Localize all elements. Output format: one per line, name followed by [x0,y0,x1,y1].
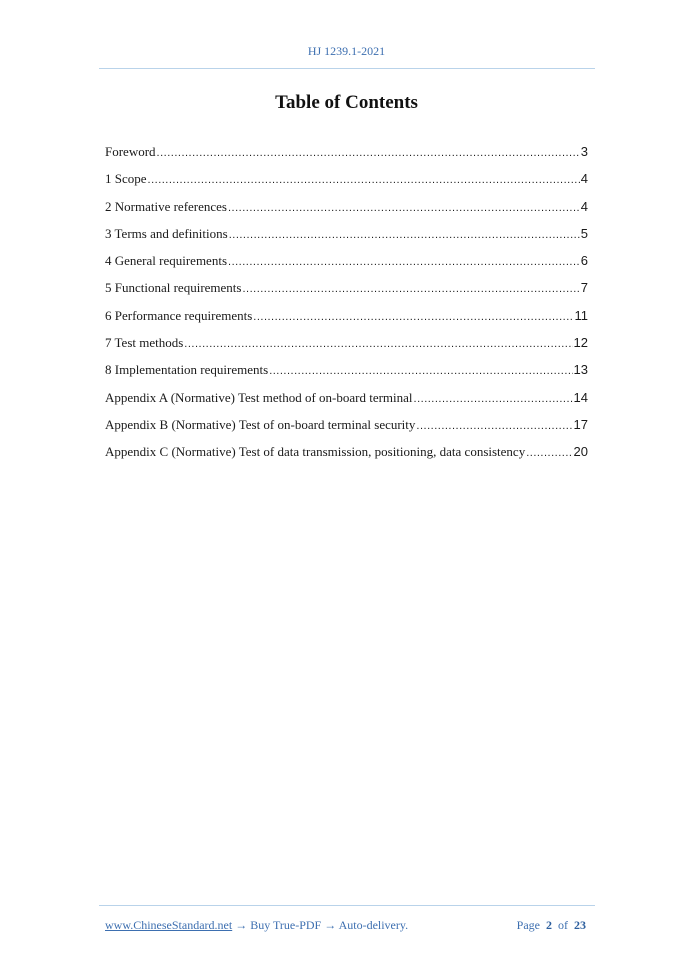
page-word: Page [516,918,540,932]
site-link[interactable]: www.ChineseStandard.net [105,918,233,932]
toc-entry-foreword[interactable] [105,144,588,171]
toc-leader-dots [229,229,580,241]
toc-leader-dots [253,311,573,323]
toc-entry-appendix-a[interactable] [105,390,588,417]
toc-entry-text: 2 Normative references [105,198,227,214]
toc-entry-text: 3 Terms and definitions [105,225,228,241]
toc-leader-dots [414,393,573,405]
toc-entry-text: 4 General requirements [105,253,228,269]
toc-entry-appendix-c[interactable] [105,444,588,471]
toc-entry-text: Appendix B (Normative) Test of on-board terminal security [105,416,416,432]
of-word: of [558,918,568,932]
toc-entry-text: 1 Scope [105,171,147,187]
toc-page-number: 3 [580,144,588,159]
toc-entry-text: 7 Test methods [105,335,184,351]
toc-entry-performance-requirements[interactable] [105,308,588,335]
toc-entry-test-methods[interactable] [105,335,588,362]
footer-divider [99,905,595,906]
toc-page-number: 4 [580,198,588,214]
toc-leader-dots [269,365,572,377]
toc-entry-appendix-b[interactable] [105,417,588,444]
promo-text: → Buy True-PDF → Auto-delivery. [232,918,409,932]
current-page-number: 2 [546,918,552,932]
toc-entry-text: Appendix A (Normative) Test method of on-board terminal [105,389,413,405]
document-code: HJ 1239.1-2021 [307,44,386,58]
toc-entry-functional-requirements[interactable] [105,280,588,307]
toc-page-number: 11 [574,307,588,323]
toc-page-number: 6 [580,253,588,269]
toc-entry-terms-and-definitions[interactable] [105,226,588,253]
toc-leader-dots [184,338,572,350]
toc-entry-text: Foreword [105,144,156,159]
toc-entry-implementation-requirements[interactable] [105,362,588,389]
toc-entry-scope[interactable] [105,171,588,198]
toc-entry-text: Appendix C (Normative) Test of data transmission, positioning, data consistency [105,444,526,460]
toc-page-number: 7 [580,280,588,296]
toc-entry-text: 8 Implementation requirements [105,362,269,378]
toc-page-number: 20 [573,444,588,460]
toc-page-number: 12 [573,335,588,351]
table-of-contents [105,144,588,472]
toc-leader-dots [157,147,580,159]
toc-leader-dots [228,202,580,214]
toc-page-number: 14 [573,389,588,405]
total-pages-number: 23 [574,918,586,932]
toc-leader-dots [526,447,572,459]
toc-entry-general-requirements[interactable] [105,253,588,280]
toc-leader-dots [228,256,580,268]
toc-leader-dots [148,174,580,186]
header-divider [99,68,595,69]
toc-leader-dots [416,420,572,432]
footer-promo [105,918,408,933]
page-title: Table of Contents [275,92,418,113]
toc-entry-text: 6 Performance requirements [105,307,253,323]
toc-entry-normative-references[interactable] [105,199,588,226]
toc-page-number: 13 [573,362,588,378]
toc-page-number: 4 [580,171,588,187]
page-footer [105,918,586,933]
toc-page-number: 17 [573,416,588,432]
toc-leader-dots [242,283,579,295]
toc-page-number: 5 [580,225,588,241]
page-indicator [517,918,586,933]
toc-entry-text: 5 Functional requirements [105,280,242,296]
